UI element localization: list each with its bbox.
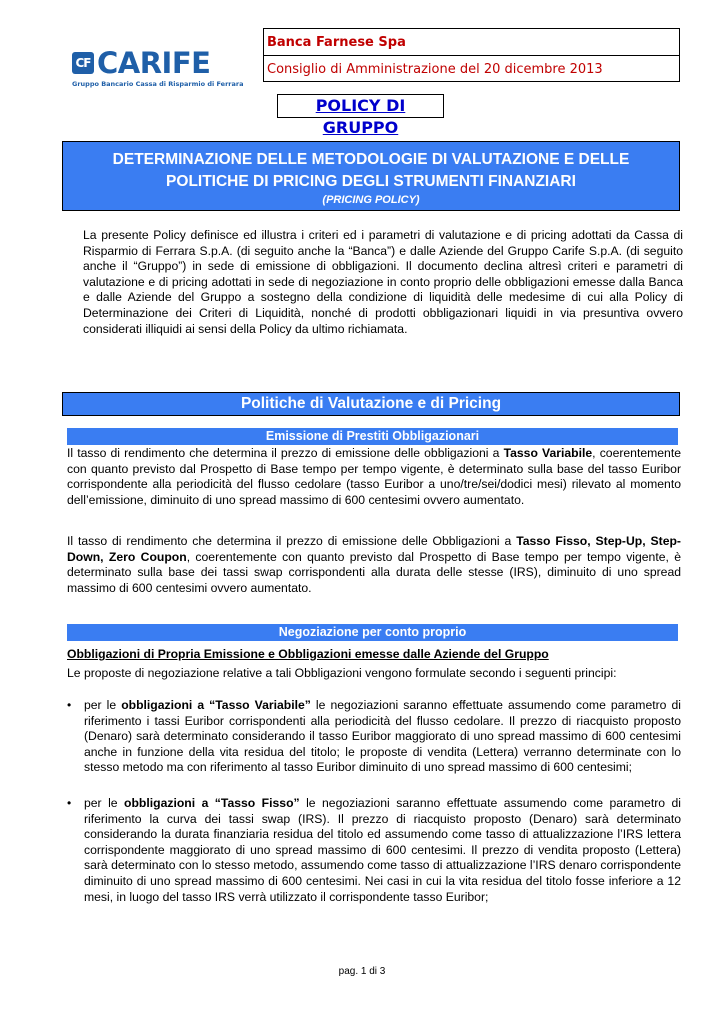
header-bank: Banca Farnese Spa [264,29,679,56]
bullet1-pre: per le [84,698,122,712]
bullet2-pre: per le [84,796,125,810]
subsection-emissione: Emissione di Prestiti Obbligazionari [67,428,678,445]
bullet1-bold: obbligazioni a “Tasso Variabile” [121,698,311,712]
bullet-icon: • [67,796,72,810]
bullet1-post: le negoziazioni saranno effettuate assumendo come parametro di riferimento i tassi Euribor corrispondenti alla periodicità del flusso cedolare. Il prezzo di riacquisto proposto (Denaro) sarà determinato considerando il tasso Euribor maggiorato di uno spread massimo di 600 centesimi anche in funzione della vita residua del titolo; le proposte di vendita (Lettera) verranno determinate con lo stesso metodo ma con riferimento al tasso Euribor diminuito di uno spread massimo di 600 centesimi; [84,698,681,775]
list-item [67,698,681,776]
logo-mark-icon: CF [72,52,94,74]
intro-paragraph: La presente Policy definisce ed illustra i criteri ed i parametri di valutazione e di pricing adottati da Cassa di Risparmio di Ferrara S.p.A. (di seguito anche la “Banca”) e dalle Aziende del Gruppo Carife S.p.A. (di seguito anche il “Gruppo”) in sede di emissione di obbligazioni. Il documento declina altresì criteri e parametri di valutazione e di pricing adottati in sede di negoziazione in conto proprio delle obbligazioni emesse dalla Banca e dalle Aziende del Gruppo a sostegno della condizione di liquidità delle medesime di cui alla Policy di Determinazione dei Criteri di Liquidità, nonché di prodotti obbligazionari liquidi in via presuntiva ovvero considerati illiquidi ai sensi della Policy da ultimo richiamata. [83,228,683,336]
p2-pre: Il tasso di rendimento che determina il prezzo di emissione delle Obbligazioni a [67,534,517,548]
header-box [263,28,680,82]
bullet-icon: • [67,698,72,712]
p1-pre: Il tasso di rendimento che determina il prezzo di emissione delle obbligazioni a [67,446,504,460]
document-subtitle: (PRICING POLICY) [322,194,420,206]
logo-subtitle: Gruppo Bancario Cassa di Risparmio di Ferrara [72,80,244,88]
paragraph-tasso-fisso [67,534,681,596]
carife-logo [72,46,244,92]
document-title-box [62,141,680,211]
p2-bold: Tasso Fisso, Step-Up, Step-Down, Zero Coupon [67,534,681,564]
p2-post: , coerentemente con quanto previsto dal Prospetto di Base tempo per tempo vigente, è determinato sulla base dei tassi swap corrispondenti alla durata delle stesse (IRS), diminuito di uno spread massimo di 600 centesimi ovvero aumentato. [67,549,681,595]
logo-name: CARIFE [97,46,211,80]
p1-bold: Tasso Variabile [503,446,593,460]
bullet2-post: le negoziazioni saranno effettuate assumendo come parametro di riferimento la curva dei tassi swap (IRS). Il prezzo di riacquisto proposto (Denaro) sarà determinato considerando la durata finanziaria residua del titolo ed assumendo come tasso di attualizzazione l’IRS lettera corrispondente maggiorato di uno spread massimo di 600 centesimi. Il prezzo di vendita proposto (Lettera) sarà determinato con lo stesso metodo, assumendo come tasso di attualizzazione l’IRS denaro corrispondente diminuito di uno spread massimo di 600 centesimi. Nei casi in cui la vita residua del titolo fosse inferiore a 12 mesi, in luogo del tasso IRS verrà utilizzato il corrispondente tasso Euribor; [84,796,682,904]
bullet2-bold: obbligazioni a “Tasso Fisso” [124,796,300,810]
header-meeting: Consiglio di Amministrazione del 20 dicembre 2013 [267,62,603,77]
paragraph-tasso-variabile [67,446,681,508]
obbligazioni-heading: Obbligazioni di Propria Emissione e Obbligazioni emesse dalle Aziende del Gruppo [67,647,549,661]
document-title-line2: POLITICHE DI PRICING DEGLI STRUMENTI FINANZIARI [166,173,576,190]
list-item [67,796,681,905]
policy-title: POLICY DI GRUPPO [277,94,444,118]
subsection-negoziazione: Negoziazione per conto proprio [67,624,678,641]
document-title-line1: DETERMINAZIONE DELLE METODOLOGIE DI VALUTAZIONE E DELLE [112,151,630,168]
page-number: pag. 1 di 3 [338,966,386,977]
section-title: Politiche di Valutazione e di Pricing [62,392,680,416]
document-title [63,149,679,193]
p1-post: , coerentemente con quanto previsto dal Prospetto di Base tempo per tempo vigente, è determinato sulla base del tasso Euribor corrispondente alla periodicità del flusso cedolare (tasso Euribor a uno/tre/sei/dodici mesi) rilevato al momento dell’emissione, diminuito di uno spread massimo di 600 centesimi ovvero aumentato. [67,446,681,507]
paragraph-principi: Le proposte di negoziazione relative a tali Obbligazioni vengono formulate secondo i seguenti principi: [67,666,617,680]
